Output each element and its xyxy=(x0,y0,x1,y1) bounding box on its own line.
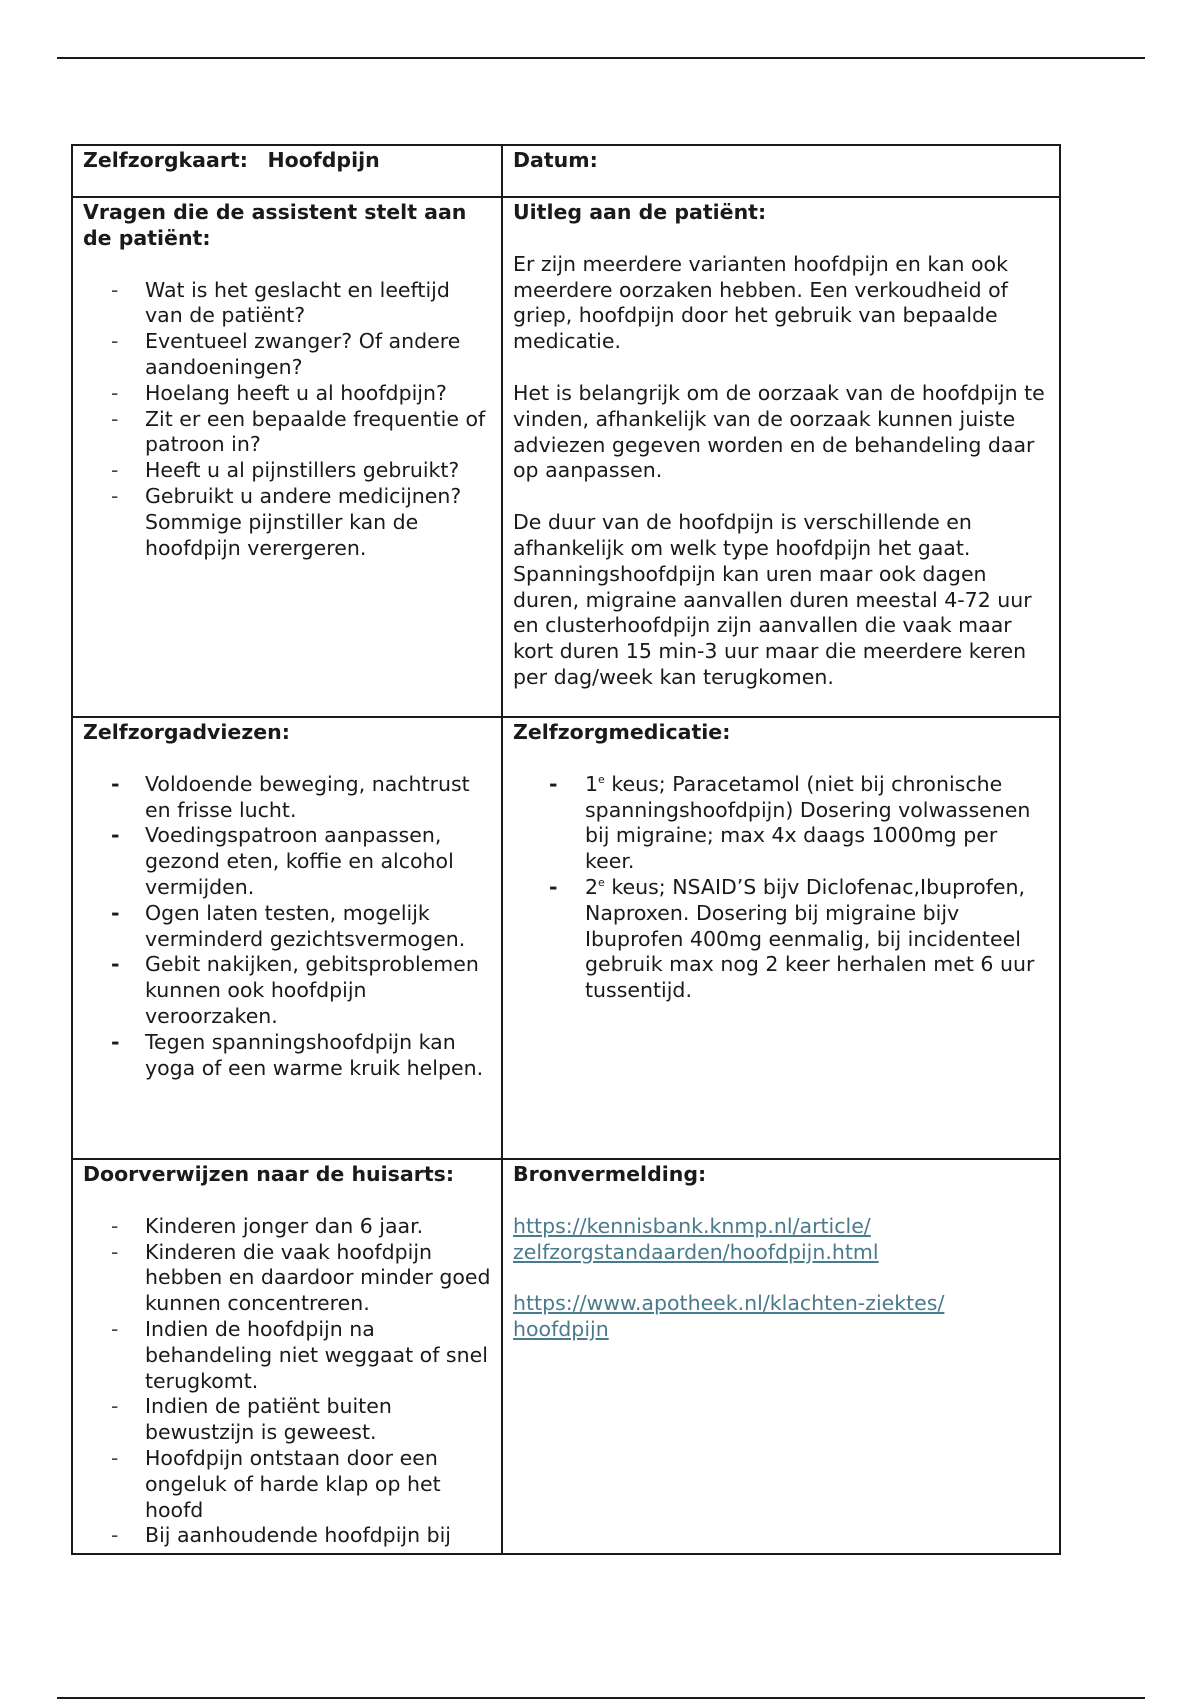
choice-ordinal: e xyxy=(598,876,605,890)
explanation-paragraph: Het is belangrijk om de oorzaak van de hoofdpijn te vinden, afhankelijk van de oorzaak kunnen juiste adviezen gegeven worden en de behandeling daar op aanpassen. xyxy=(513,380,1045,483)
medication-cell xyxy=(502,717,1060,1159)
card-title-row xyxy=(72,145,1060,197)
card-title-cell xyxy=(72,145,502,197)
questions-explanation-row xyxy=(72,197,1060,717)
header-rule xyxy=(57,57,1145,59)
advice-medication-row xyxy=(72,717,1060,1159)
medication-heading: Zelfzorgmedicatie: xyxy=(513,720,731,744)
list-item: - Hoelang heeft u al hoofdpijn? xyxy=(145,381,491,407)
card-title-value: Hoofdpijn xyxy=(267,148,380,172)
list-item: - Voedingspatroon aanpassen, gezond eten, koffie en alcohol vermijden. xyxy=(145,823,491,900)
list-item: - Kinderen die vaak hoofdpijn hebben en daardoor minder goed kunnen concentreren. xyxy=(145,1240,491,1317)
list-item: - Ogen laten testen, mogelijk verminderd gezichtsvermogen. xyxy=(145,901,491,953)
choice-ordinal: e xyxy=(598,772,605,786)
list-item: - Indien de patiënt buiten bewustzijn is geweest. xyxy=(145,1394,491,1446)
link-line[interactable]: https://kennisbank.knmp.nl/article/ xyxy=(513,1213,871,1238)
list-item: - Gebruikt u andere medicijnen? Sommige pijnstiller kan de hoofdpijn verergeren. xyxy=(145,484,491,561)
list-item: - Voldoende beweging, nachtrust en frisse lucht. xyxy=(145,772,491,824)
questions-heading: Vragen die de assistent stelt aan de patiënt: xyxy=(83,200,467,250)
footer-rule xyxy=(57,1697,1145,1699)
explanation-cell xyxy=(502,197,1060,717)
link-line[interactable]: zelfzorgstandaarden/hoofdpijn.html xyxy=(513,1239,879,1264)
referral-sources-row xyxy=(72,1159,1060,1554)
self-care-card-table xyxy=(71,144,1061,1555)
explanation-heading: Uitleg aan de patiënt: xyxy=(513,200,767,224)
choice-number: 1 xyxy=(585,771,599,796)
explanation-paragraph: De duur van de hoofdpijn is verschillende en afhankelijk om welk type hoofdpijn het gaat. Spanningshoofdpijn kan uren maar ook dagen duren, migraine aanvallen duren meestal 4-72 uur en clusterhoofdpijn zijn aanvallen die vaak maar kort duren 15 min-3 uur maar die meerdere keren per dag/week kan terugkomen. xyxy=(513,510,1032,689)
list-item: - Zit er een bepaalde frequentie of patroon in? xyxy=(145,407,491,459)
list-item: - Hoofdpijn ontstaan door een ongeluk of harde klap op het hoofd xyxy=(145,1446,491,1523)
medication-text: keus; Paracetamol (niet bij chronische spanningshoofdpijn) Dosering volwassenen bij migraine; max 4x daags 1000mg per keer. xyxy=(585,771,1031,874)
source-link-apotheek[interactable] xyxy=(513,1291,944,1341)
referral-heading: Doorverwijzen naar de huisarts: xyxy=(83,1162,455,1186)
sources-heading: Bronvermelding: xyxy=(513,1162,707,1186)
choice-number: 2 xyxy=(585,874,599,899)
list-item: - Wat is het geslacht en leeftijd van de patiënt? xyxy=(145,278,491,330)
link-line[interactable]: https://www.apotheek.nl/klachten-ziektes/ xyxy=(513,1291,945,1316)
referral-list xyxy=(83,1214,491,1549)
date-cell xyxy=(502,145,1060,197)
list-item: - Heeft u al pijnstillers gebruikt? xyxy=(145,458,491,484)
questions-list xyxy=(83,278,491,562)
advice-heading: Zelfzorgadviezen: xyxy=(83,720,290,744)
advice-list xyxy=(83,772,491,1082)
list-item xyxy=(585,875,1049,1004)
source-link-knmp[interactable] xyxy=(513,1214,879,1264)
medication-text: keus; NSAID’S bijv Diclofenac,Ibuprofen, Naproxen. Dosering bij migraine bijv Ibuprofen 400mg eenmalig, bij incidenteel gebruik max nog 2 keer herhalen met 6 uur tussentijd. xyxy=(585,874,1035,1003)
list-item: - Gebit nakijken, gebitsproblemen kunnen ook hoofdpijn veroorzaken. xyxy=(145,952,491,1029)
explanation-paragraph: Er zijn meerdere varianten hoofdpijn en kan ook meerdere oorzaken hebben. Een verkoudheid of griep, hoofdpijn door het gebruik van bepaalde medicatie. xyxy=(513,251,1008,354)
list-item: - Eventueel zwanger? Of andere aandoeningen? xyxy=(145,329,491,381)
referral-cell xyxy=(72,1159,502,1554)
list-item: - Bij aanhoudende hoofdpijn bij xyxy=(145,1523,491,1549)
medication-list xyxy=(513,772,1049,1004)
sources-cell xyxy=(502,1159,1060,1554)
date-label: Datum: xyxy=(513,148,598,172)
list-item: - Indien de hoofdpijn na behandeling niet weggaat of snel terugkomt. xyxy=(145,1317,491,1394)
list-item: - Kinderen jonger dan 6 jaar. xyxy=(145,1214,491,1240)
questions-cell xyxy=(72,197,502,717)
card-title-label: Zelfzorgkaart: xyxy=(83,148,248,172)
list-item xyxy=(585,772,1049,875)
link-line[interactable]: hoofdpijn xyxy=(513,1317,609,1342)
list-item: - Tegen spanningshoofdpijn kan yoga of een warme kruik helpen. xyxy=(145,1030,491,1082)
advice-cell xyxy=(72,717,502,1159)
